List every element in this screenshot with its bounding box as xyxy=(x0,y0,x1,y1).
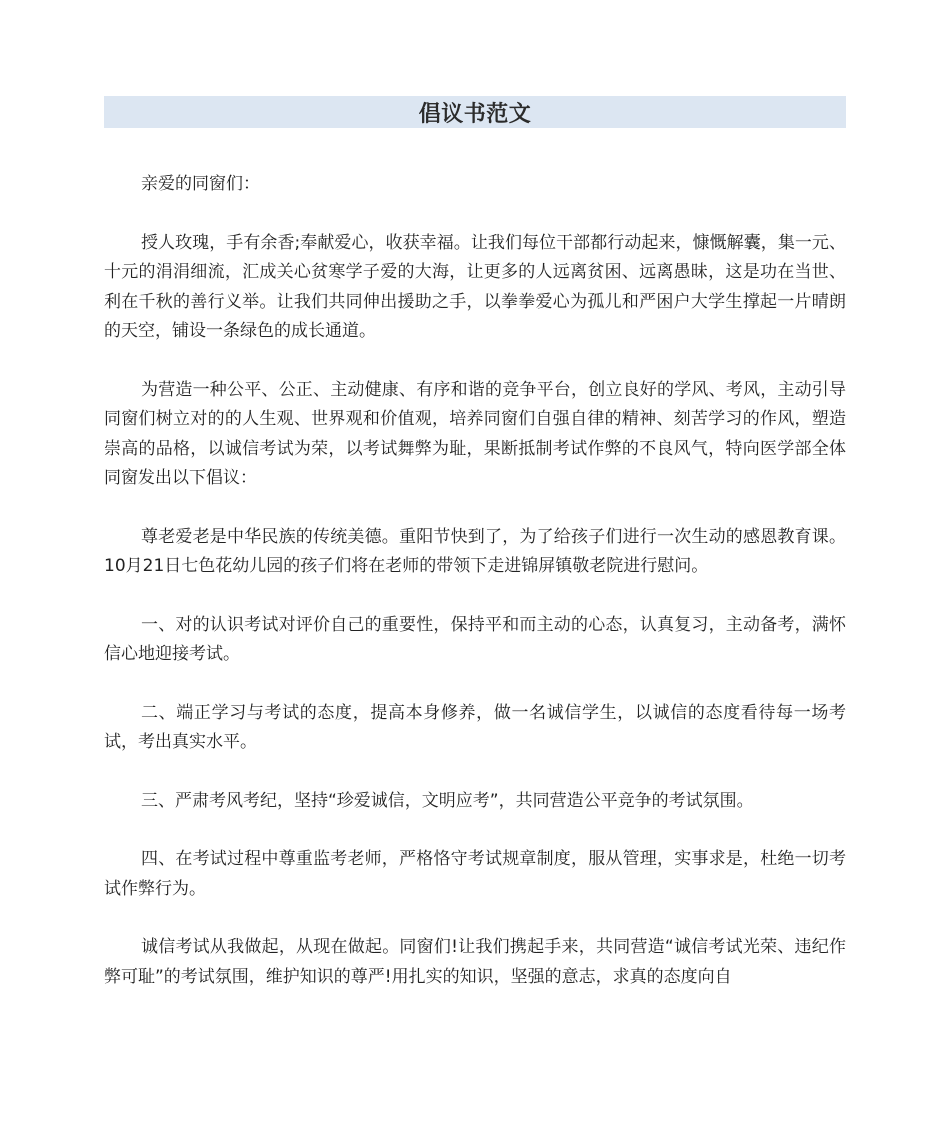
document-title: 倡议书范文 xyxy=(418,101,532,127)
paragraph-elderly: 尊老爱老是中华民族的传统美德。重阳节快到了，为了给孩子们进行一次生动的感恩教育课。10月21日七色花幼儿园的孩子们将在老师的带领下走进锦屏镇敬老院进行慰问。 xyxy=(104,526,846,576)
paragraph-intro: 授人玫瑰，手有余香;奉献爱心，收获幸福。让我们每位干部都行动起来，慷慨解囊，集一元、十元的涓涓细流，汇成关心贫寒学子爱的大海，让更多的人远离贫困、远离愚昧，这是功在当世、利在千秋的善行义举。让我们共同伸出援助之手，以拳拳爱心为孤儿和严困户大学生撑起一片晴朗的天空，铺设一条绿色的成长通道。 xyxy=(104,232,846,341)
title-bar xyxy=(104,96,846,128)
paragraph-purpose: 为营造一种公平、公正、主动健康、有序和谐的竞争平台，创立良好的学风、考风，主动引导同窗们树立对的的人生观、世界观和价值观，培养同窗们自强自律的精神、刻苦学习的作风，塑造崇高的品格，以诚信考试为荣，以考试舞弊为耻，果断抵制考试作弊的不良风气，特向医学部全体同窗发出以下倡议： xyxy=(104,379,846,488)
salutation: 亲爱的同窗们： xyxy=(141,174,260,194)
paragraph-item-4: 四、在考试过程中尊重监考老师，严格恪守考试规章制度，服从管理，实事求是，杜绝一切考试作弊行为。 xyxy=(104,849,846,899)
document-page xyxy=(104,96,846,992)
paragraph-item-1: 一、对的认识考试对评价自己的重要性，保持平和而主动的心态，认真复习，主动备考，满怀信心地迎接考试。 xyxy=(104,614,846,664)
paragraph-closing: 诚信考试从我做起，从现在做起。同窗们!让我们携起手来，共同营造“诚信考试光荣、违纪作弊可耻”的考试氛围，维护知识的尊严!用扎实的知识，坚强的意志，求真的态度向自 xyxy=(104,937,846,987)
paragraph-item-3: 三、严肃考风考纪，坚持“珍爱诚信，文明应考”，共同营造公平竞争的考试氛围。 xyxy=(141,790,754,811)
paragraph-item-2: 二、端正学习与考试的态度，提高本身修养，做一名诚信学生，以诚信的态度看待每一场考试，考出真实水平。 xyxy=(104,702,846,752)
